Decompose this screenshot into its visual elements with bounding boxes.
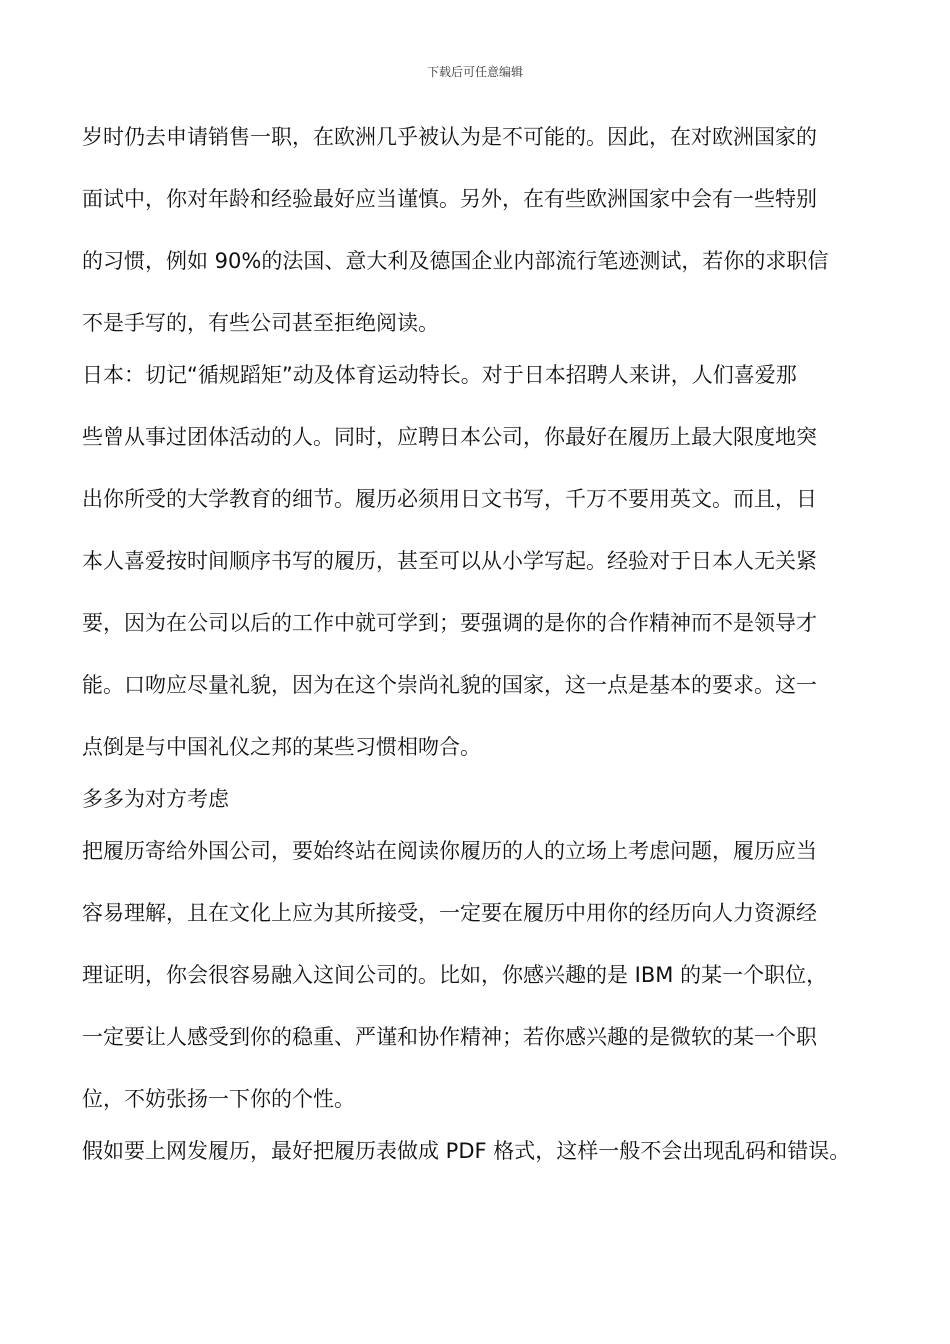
paragraph-line: 理证明，你会很容易融入这间公司的。比如，你感兴趣的是 IBM 的某一个职位， bbox=[82, 963, 828, 987]
page-header: 下载后可任意编辑 bbox=[426, 65, 523, 79]
paragraph-line: 出你所受的大学教育的细节。履历必须用日文书写，千万不要用英文。而且，日 bbox=[82, 487, 817, 511]
paragraph-line: 的习惯，例如 90%的法国、意大利及德国企业内部流行笔迹测试，若你的求职信 bbox=[82, 249, 829, 273]
paragraph-line: 假如要上网发履历，最好把履历表做成 PDF 格式，这样一般不会出现乱码和错误。 bbox=[82, 1139, 851, 1163]
paragraph-line: 本人喜爱按时间顺序书写的履历，甚至可以从小学写起。经验对于日本人无关紧 bbox=[82, 549, 817, 573]
paragraph-line: 点倒是与中国礼仪之邦的某些习惯相吻合。 bbox=[82, 735, 481, 759]
paragraph-line: 位，不妨张扬一下你的个性。 bbox=[82, 1087, 355, 1111]
section-heading: 多多为对方考虑 bbox=[82, 787, 229, 811]
paragraph-line: 面试中，你对年龄和经验最好应当谨慎。另外，在有些欧洲国家中会有一些特别 bbox=[82, 187, 817, 211]
paragraph-line: 能。口吻应尽量礼貌，因为在这个崇尚礼貌的国家，这一点是基本的要求。这一 bbox=[82, 673, 817, 697]
paragraph-line: 不是手写的，有些公司甚至拒绝阅读。 bbox=[82, 311, 439, 335]
paragraph-line: 容易理解，且在文化上应为其所接受，一定要在履历中用你的经历向人力资源经 bbox=[82, 901, 817, 925]
paragraph-line: 日本：切记“循规蹈矩”动及体育运动特长。对于日本招聘人来讲，人们喜爱那 bbox=[82, 363, 797, 387]
paragraph-line: 一定要让人感受到你的稳重、严谨和协作精神；若你感兴趣的是微软的某一个职 bbox=[82, 1025, 817, 1049]
paragraph-line: 岁时仍去申请销售一职，在欧洲几乎被认为是不可能的。因此，在对欧洲国家的 bbox=[82, 125, 817, 149]
paragraph-line: 些曾从事过团体活动的人。同时，应聘日本公司，你最好在履历上最大限度地突 bbox=[82, 425, 817, 449]
paragraph-line: 要，因为在公司以后的工作中就可学到；要强调的是你的合作精神而不是领导才 bbox=[82, 611, 817, 635]
paragraph-line: 把履历寄给外国公司，要始终站在阅读你履历的人的立场上考虑问题，履历应当 bbox=[82, 839, 817, 863]
document-body bbox=[82, 114, 882, 1190]
